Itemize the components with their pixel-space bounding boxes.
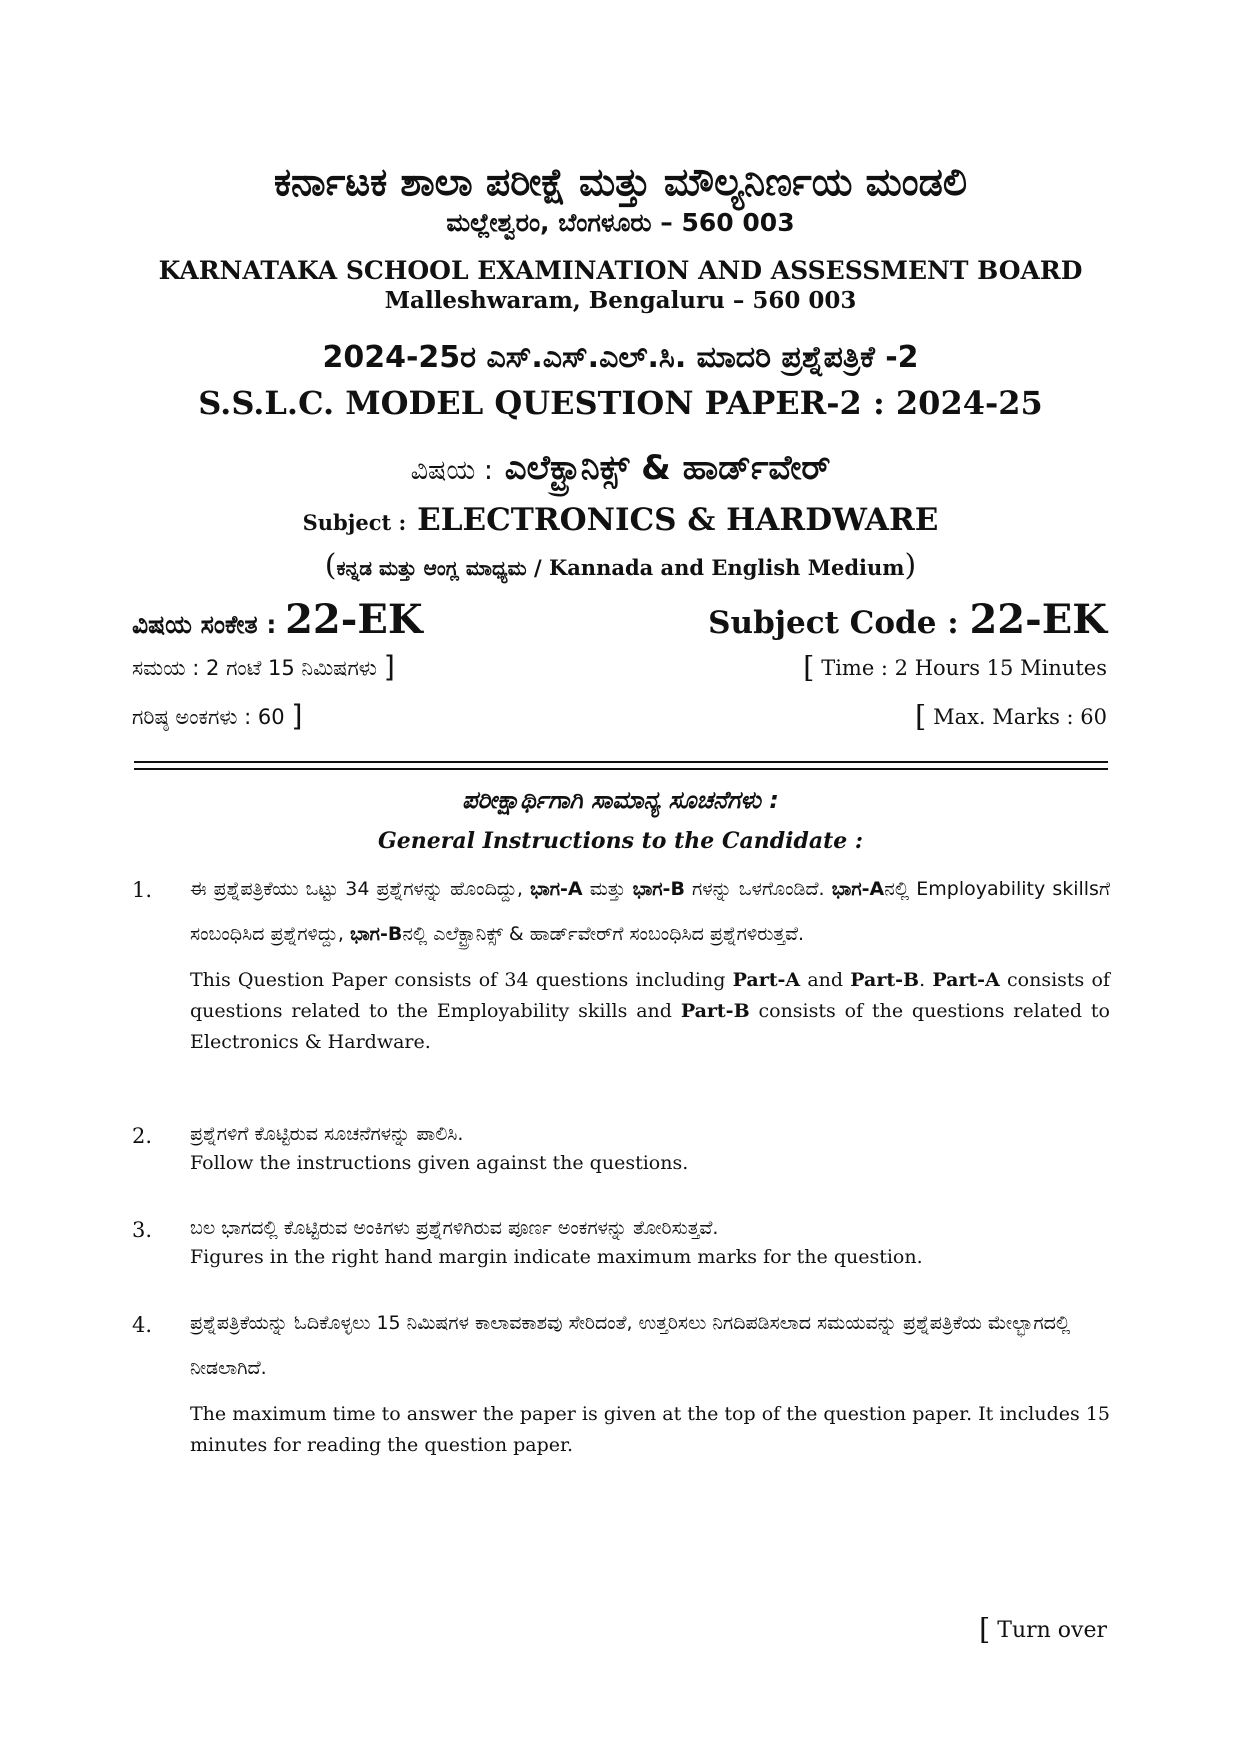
instruction-item-3 — [190, 1206, 1110, 1273]
subject-code-label-kannada: ವಿಷಯ ಸಂಕೇತ : — [132, 610, 277, 639]
marks-text-english: Max. Marks : 60 — [933, 705, 1107, 729]
instruction-2-english: Follow the instructions given against the questions. — [190, 1152, 689, 1174]
instruction-item-2 — [190, 1112, 1110, 1179]
instruction-3-english: Figures in the right hand margin indicate maximum marks for the question. — [190, 1246, 923, 1268]
board-name-english: KARNATAKA SCHOOL EXAMINATION AND ASSESSMENT BOARD — [158, 256, 1083, 285]
subject-code-kannada — [132, 596, 423, 643]
instruction-3-kannada: ಬಲ ಭಾಗದಲ್ಲಿ ಕೊಟ್ಟಿರುವ ಅಂಕಿಗಳು ಪ್ರಶ್ನೆಗಳಿಗಿರುವ ಪೂರ್ಣ ಅಂಕಗಳನ್ನು ತೋರಿಸುತ್ತವೆ. — [190, 1217, 719, 1239]
paper-title-english: S.S.L.C. MODEL QUESTION PAPER-2 : 2024-25 — [198, 384, 1043, 422]
marks-text-kannada: ಗರಿಷ್ಠ ಅಂಕಗಳು : 60 — [132, 705, 285, 729]
instruction-item-4 — [190, 1301, 1110, 1461]
instruction-number-2: 2. — [132, 1124, 153, 1148]
board-address-kannada: ಮಲ್ಲೇಶ್ವರಂ, ಬೆಂಗಳೂರು – 560 003 — [446, 208, 795, 237]
instruction-4-kannada: ಪ್ರಶ್ನೆಪತ್ರಿಕೆಯನ್ನು ಓದಿಕೊಳ್ಳಲು 15 ನಿಮಿಷಗಳ ಕಾಲಾವಕಾಶವು ಸೇರಿದಂತೆ, ಉತ್ತರಿಸಲು ನಿಗದಿಪಡಿಸಲಾದ ಸಮಯವನ್ನು ಪ್ರಶ್ನೆಪತ್ರಿಕೆಯ ಮೇಲ್ಭಾಗದಲ್ಲಿ ನೀಡಲಾಗಿದೆ. — [190, 1312, 1071, 1379]
time-english: [ Time : 2 Hours 15 Minutes — [803, 650, 1107, 684]
board-address-english: Malleshwaram, Bengaluru – 560 003 — [384, 287, 857, 314]
instruction-2-kannada: ಪ್ರಶ್ನೆಗಳಿಗೆ ಕೊಟ್ಟಿರುವ ಸೂಚನೆಗಳನ್ನು ಪಾಲಿಸಿ. — [190, 1123, 464, 1145]
subject-kannada — [0, 448, 1241, 488]
subject-code-english — [708, 596, 1107, 643]
instruction-number-3: 3. — [132, 1218, 153, 1242]
marks-kannada: ಗರಿಷ್ಠ ಅಂಕಗಳು : 60 ] — [132, 699, 303, 733]
time-text-english: Time : 2 Hours 15 Minutes — [821, 656, 1107, 680]
turn-over-text: Turn over — [997, 1618, 1107, 1643]
subject-code-value-kannada: 22-EK — [285, 596, 423, 643]
time-text-kannada: ಸಮಯ : 2 ಗಂಟೆ 15 ನಿಮಿಷಗಳು — [132, 656, 377, 680]
subject-label-english: Subject : — [302, 510, 407, 535]
instruction-number-4: 4. — [132, 1313, 153, 1337]
instructions-title-english: General Instructions to the Candidate : — [377, 828, 864, 854]
medium-kannada: ಕನ್ನಡ ಮತ್ತು ಆಂಗ್ಲ ಮಾಧ್ಯಮ — [336, 556, 527, 580]
medium-english: Kannada and English Medium — [548, 555, 905, 580]
subject-english — [0, 502, 1241, 538]
instructions-title-kannada: ಪರೀಕ್ಷಾರ್ಥಿಗಾಗಿ ಸಾಮಾನ್ಯ ಸೂಚನೆಗಳು : — [462, 786, 779, 814]
time-kannada: ಸಮಯ : 2 ಗಂಟೆ 15 ನಿಮಿಷಗಳು ] — [132, 650, 395, 684]
medium-separator: / — [526, 555, 549, 580]
instruction-number-1: 1. — [132, 878, 153, 902]
subject-label-kannada: ವಿಷಯ : — [410, 455, 493, 486]
board-name-kannada: ಕರ್ನಾಟಕ ಶಾಲಾ ಪರೀಕ್ಷೆ ಮತ್ತು ಮೌಲ್ಯನಿರ್ಣಯ ಮಂಡಲಿ — [273, 160, 968, 204]
subject-value-english: ELECTRONICS & HARDWARE — [417, 502, 939, 538]
instruction-1-kannada: ಈ ಪ್ರಶ್ನೆಪತ್ರಿಕೆಯು ಒಟ್ಟು 34 ಪ್ರಶ್ನೆಗಳನ್ನು ಹೊಂದಿದ್ದು, ಭಾಗ-A ಮತ್ತು ಭಾಗ-B ಗಳನ್ನು ಒಳಗೊಂಡಿದೆ. ಭಾಗ-Aನಲ್ಲಿ Employability skillsಗೆ ಸಂಬಂಧಿಸಿದ ಪ್ರಶ್ನೆಗಳಿದ್ದು, ಭಾಗ-Bನಲ್ಲಿ ಎಲೆಕ್ಟ್ರಾನಿಕ್ಸ್ & ಹಾರ್ಡ್‌ವೇರ್‌ಗೆ ಸಂಬಂಧಿಸಿದ ಪ್ರಶ್ನೆಗಳಿರುತ್ತವೆ. — [190, 878, 1110, 945]
subject-code-label-english: Subject Code : — [708, 605, 959, 641]
subject-code-value-english: 22-EK — [969, 596, 1107, 643]
instruction-item-1 — [190, 867, 1110, 1058]
medium-line: (ಕನ್ನಡ ಮತ್ತು ಆಂಗ್ಲ ಮಾಧ್ಯಮ / Kannada and English Medium) — [324, 548, 917, 583]
divider-bottom — [134, 768, 1108, 770]
turn-over-note: [ Turn over — [978, 1612, 1107, 1646]
marks-english: [ Max. Marks : 60 — [915, 699, 1107, 733]
subject-value-kannada: ಎಲೆಕ್ಟ್ರಾನಿಕ್ಸ್ & ಹಾರ್ಡ್‌ವೇರ್ — [504, 448, 831, 488]
instruction-4-english: The maximum time to answer the paper is given at the top of the question paper. It includes 15 minutes for reading the question paper. — [190, 1403, 1110, 1456]
divider-top — [134, 761, 1108, 763]
paper-title-kannada: 2024-25ರ ಎಸ್.ಎಸ್.ಎಲ್.ಸಿ. ಮಾದರಿ ಪ್ರಶ್ನೆಪತ್ರಿಕೆ -2 — [322, 340, 919, 375]
instruction-1-english: This Question Paper consists of 34 questions including Part-A and Part-B. Part-A consists of questions related to the Employability skills and Part-B consists of the questions related to Electronics & Hardware. — [190, 969, 1110, 1053]
